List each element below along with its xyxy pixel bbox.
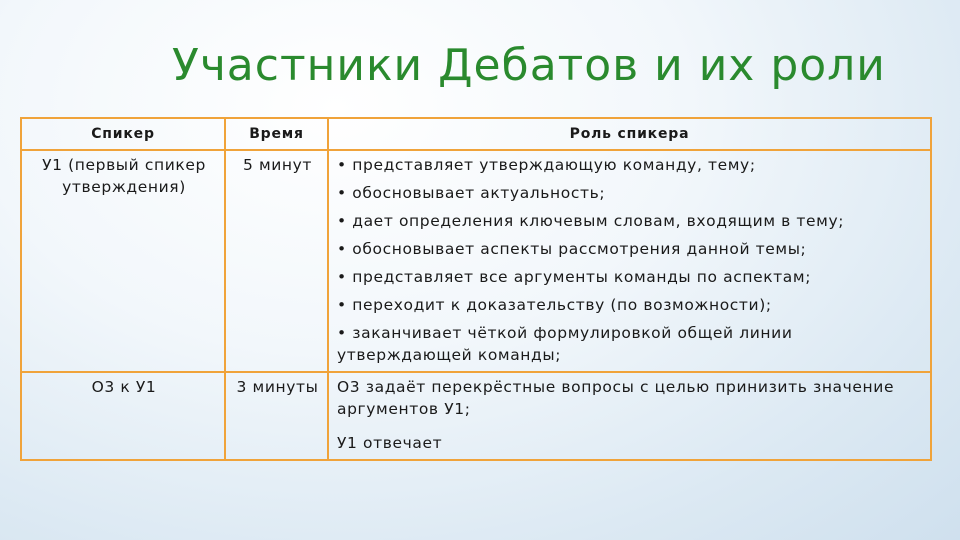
role-list: [337, 154, 924, 366]
list-item: • переходит к доказательству (по возможности);: [337, 296, 772, 314]
list-item: • обосновывает аспекты рассмотрения данной темы;: [337, 240, 807, 258]
role-cell: [328, 372, 931, 460]
header-time: Время: [225, 118, 328, 150]
list-item: • представляет все аргументы команды по аспектам;: [337, 268, 812, 286]
time-cell: 3 минуты: [225, 372, 328, 460]
list-item: • заканчивает чёткой формулировкой общей линии утверждающей команды;: [337, 324, 793, 364]
role-paragraph: У1 отвечает: [337, 434, 443, 452]
header-speaker: Спикер: [21, 118, 225, 150]
speaker-cell: О3 к У1: [21, 372, 225, 460]
table-row: [21, 150, 931, 372]
table-header-row: [21, 118, 931, 150]
list-item: • дает определения ключевым словам, входящим в тему;: [337, 212, 845, 230]
role-paragraph: О3 задаёт перекрёстные вопросы с целью принизить значение аргументов У1;: [337, 378, 895, 418]
time-cell: 5 минут: [225, 150, 328, 372]
list-item: • обосновывает актуальность;: [337, 184, 606, 202]
list-item: • представляет утверждающую команду, тему;: [337, 156, 756, 174]
role-cell: [328, 150, 931, 372]
roles-table: [20, 117, 932, 461]
slide-title: Участники Дебатов и их роли: [172, 40, 886, 91]
table-row: [21, 372, 931, 460]
header-role: Роль спикера: [328, 118, 931, 150]
speaker-cell: У1 (первый спикер утверждения): [21, 150, 225, 372]
